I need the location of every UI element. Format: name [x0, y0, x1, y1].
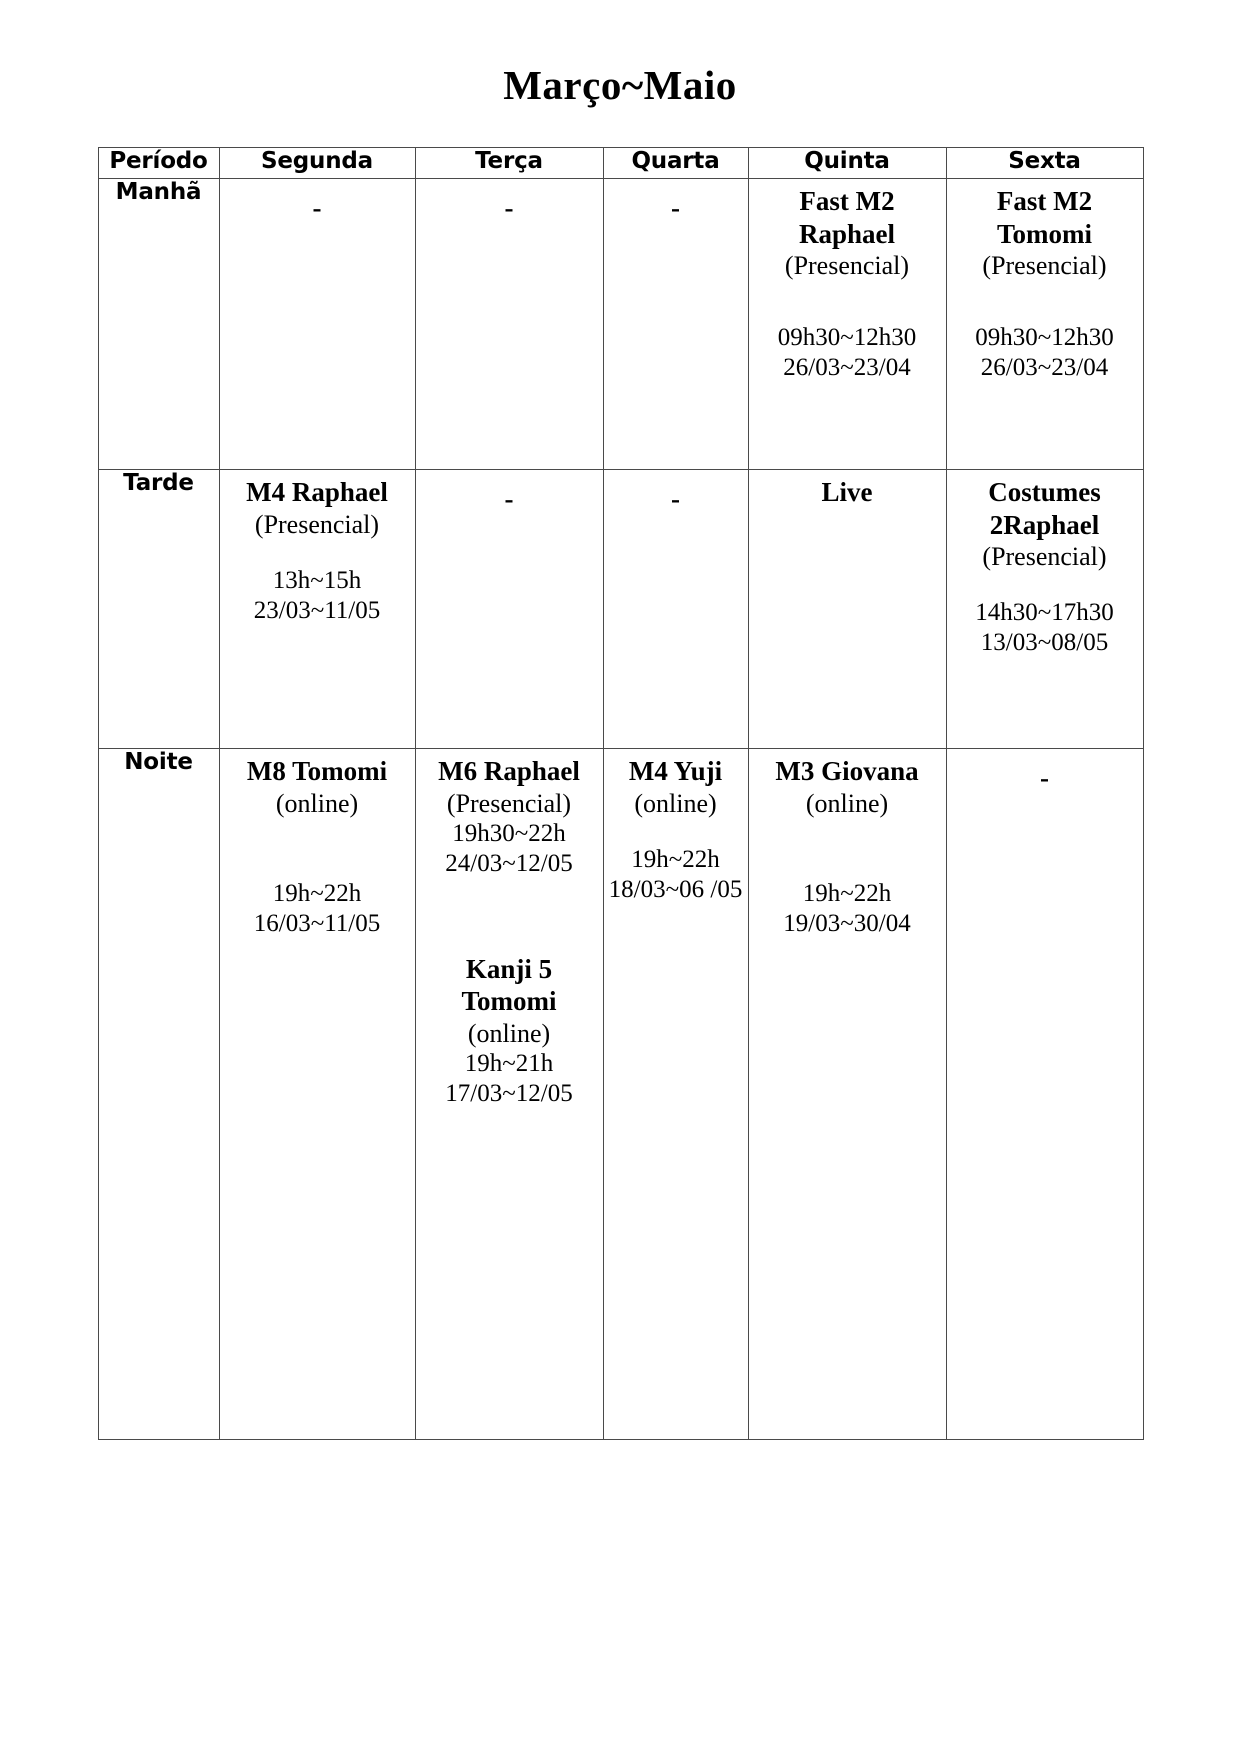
class-modality: (Presencial) — [446, 788, 572, 818]
class-entry — [608, 755, 744, 905]
class-time: 19h~22h — [802, 879, 892, 907]
class-date-range: 18/03~06 /05 — [608, 875, 743, 903]
class-entry — [753, 755, 942, 939]
class-title: Fast M2 — [996, 186, 1093, 217]
class-title: Costumes — [988, 477, 1101, 508]
cell-noite-quinta — [748, 749, 946, 1440]
class-date-range: 19/03~30/04 — [783, 909, 911, 937]
empty-marker: - — [312, 193, 322, 224]
class-modality: (Presencial) — [982, 541, 1107, 571]
class-entry — [753, 476, 942, 508]
class-entry — [753, 185, 942, 383]
cell-noite-segunda — [219, 749, 415, 1440]
spacer — [224, 540, 411, 566]
spacer — [951, 572, 1139, 598]
schedule-table-container — [98, 109, 1143, 1440]
class-teacher: 2Raphael — [989, 509, 1100, 540]
class-title: Fast M2 — [799, 186, 895, 217]
class-date-range: 26/03~23/04 — [980, 354, 1109, 382]
table-row — [98, 179, 1143, 470]
period-label-tarde: Tarde — [98, 470, 219, 749]
empty-marker: - — [671, 484, 680, 515]
period-label-manha: Manhã — [98, 179, 219, 470]
class-title: M8 Tomomi — [246, 756, 388, 787]
cell-tarde-quarta — [603, 470, 748, 749]
class-modality: (Presencial) — [982, 250, 1107, 280]
empty-marker: - — [1040, 763, 1049, 794]
class-modality: (Presencial) — [784, 250, 910, 280]
spacer — [753, 281, 942, 323]
class-time: 09h30~12h30 — [975, 324, 1114, 352]
class-entry — [224, 476, 411, 626]
class-title: Kanji 5 — [465, 953, 553, 984]
class-time: 13h~15h — [272, 566, 362, 594]
class-date-range: 24/03~12/05 — [445, 849, 573, 877]
class-date-range: 23/03~11/05 — [253, 596, 381, 624]
class-entry — [420, 953, 599, 1109]
column-header-quarta: Quarta — [603, 148, 748, 179]
class-time: 19h~22h — [631, 845, 720, 873]
cell-tarde-terca — [415, 470, 603, 749]
class-title: M6 Raphael — [438, 756, 580, 787]
class-time: 14h30~17h30 — [975, 599, 1114, 627]
cell-tarde-sexta — [946, 470, 1143, 749]
class-modality: (online) — [275, 788, 359, 818]
class-title: M4 Raphael — [246, 477, 388, 508]
class-entry — [951, 476, 1139, 658]
class-title: Live — [821, 477, 873, 508]
table-body — [98, 179, 1143, 1440]
class-modality: (online) — [467, 1018, 551, 1048]
cell-noite-quarta — [603, 749, 748, 1440]
column-header-quinta: Quinta — [748, 148, 946, 179]
class-teacher: Raphael — [798, 218, 896, 249]
cell-tarde-quinta — [748, 470, 946, 749]
class-modality: (online) — [805, 788, 889, 818]
empty-marker: - — [671, 193, 680, 224]
class-date-range: 17/03~12/05 — [445, 1079, 573, 1107]
class-time: 19h30~22h — [452, 819, 566, 847]
cell-manha-terca — [415, 179, 603, 470]
cell-tarde-segunda — [219, 470, 415, 749]
cell-noite-terca — [415, 749, 603, 1440]
cell-manha-quinta — [748, 179, 946, 470]
empty-marker: - — [504, 193, 514, 224]
class-modality: (Presencial) — [254, 509, 380, 539]
cell-manha-quarta — [603, 179, 748, 470]
spacer — [951, 281, 1139, 323]
class-entry — [420, 755, 599, 879]
spacer — [608, 819, 744, 845]
cell-manha-sexta — [946, 179, 1143, 470]
period-label-noite: Noite — [98, 749, 219, 1440]
class-date-range: 16/03~11/05 — [253, 909, 381, 937]
spacer — [420, 879, 599, 953]
class-time: 19h~22h — [272, 879, 362, 907]
header-row — [98, 148, 1143, 179]
column-header-terca: Terça — [415, 148, 603, 179]
class-modality: (online) — [634, 788, 717, 818]
class-date-range: 13/03~08/05 — [980, 629, 1109, 657]
column-header-sexta: Sexta — [946, 148, 1143, 179]
class-date-range: 26/03~23/04 — [783, 354, 911, 382]
cell-noite-sexta — [946, 749, 1143, 1440]
class-title: M3 Giovana — [775, 756, 919, 787]
page-title: Março~Maio — [503, 62, 737, 108]
column-header-segunda: Segunda — [219, 148, 415, 179]
class-time: 19h~21h — [464, 1049, 554, 1077]
class-teacher: Tomomi — [461, 986, 557, 1017]
class-entry — [224, 755, 411, 939]
column-header-periodo: Período — [98, 148, 219, 179]
spacer — [224, 819, 411, 879]
table-row — [98, 749, 1143, 1440]
schedule-table — [98, 147, 1144, 1440]
class-teacher: Tomomi — [996, 218, 1092, 249]
class-entry — [951, 185, 1139, 383]
class-time: 09h30~12h30 — [777, 324, 917, 352]
spacer — [753, 819, 942, 879]
table-header — [98, 148, 1143, 179]
class-title: M4 Yuji — [628, 756, 723, 787]
empty-marker: - — [504, 484, 514, 515]
table-row — [98, 470, 1143, 749]
cell-manha-segunda — [219, 179, 415, 470]
